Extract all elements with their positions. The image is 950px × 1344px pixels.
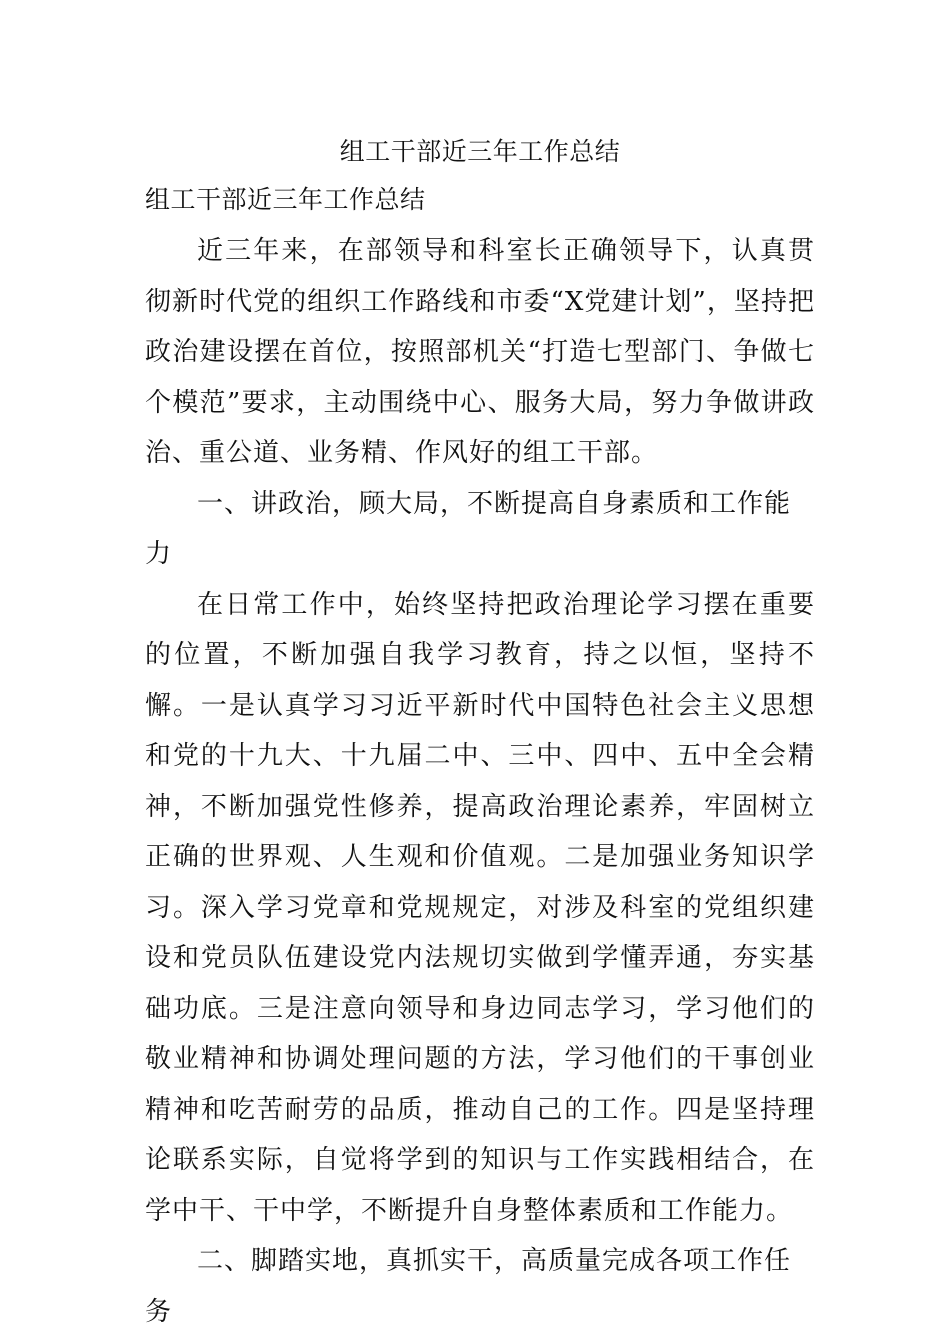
intro-paragraph: 近三年来，在部领导和科室长正确领导下，认真贯彻新时代党的组织工作路线和市委“X党建计划”，坚持把政治建设摆在首位，按照部机关“打造七型部门、争做七个模范”要求，主动围绕中心、服务大局，努力争做讲政治、重公道、业务精、作风好的组工干部。: [145, 236, 815, 468]
section-1-paragraph: 在日常工作中，始终坚持把政治理论学习摆在重要的位置，不断加强自我学习教育，持之以恒，坚持不懈。一是认真学习习近平新时代中国特色社会主义思想和党的十九大、十九届二中、三中、四中、五中全会精神，不断加强党性修养，提高政治理论素养，牢固树立正确的世界观、人生观和价值观。二是加强业务知识学习。深入学习党章和党规规定，对涉及科室的党组织建设和党员队伍建设党内法规切实做到学懂弄通，夯实基础功底。三是注意向领导和身边同志学习，学习他们的敬业精神和协调处理问题的方法，学习他们的干事创业精神和吃苦耐劳的品质，推动自己的工作。四是坚持理论联系实际，自觉将学到的知识与工作实践相结合，在学中干、干中学，不断提升自身整体素质和工作能力。: [145, 589, 815, 1226]
document-content: [145, 132, 815, 1337]
section-heading-2: 二、脚踏实地，真抓实干，高质量完成各项工作任务: [145, 1246, 792, 1327]
section-heading-1: 一、讲政治，顾大局，不断提高自身素质和工作能力: [145, 488, 792, 569]
document-subtitle: 组工干部近三年工作总结: [145, 185, 426, 214]
document-title: 组工干部近三年工作总结: [339, 137, 621, 166]
